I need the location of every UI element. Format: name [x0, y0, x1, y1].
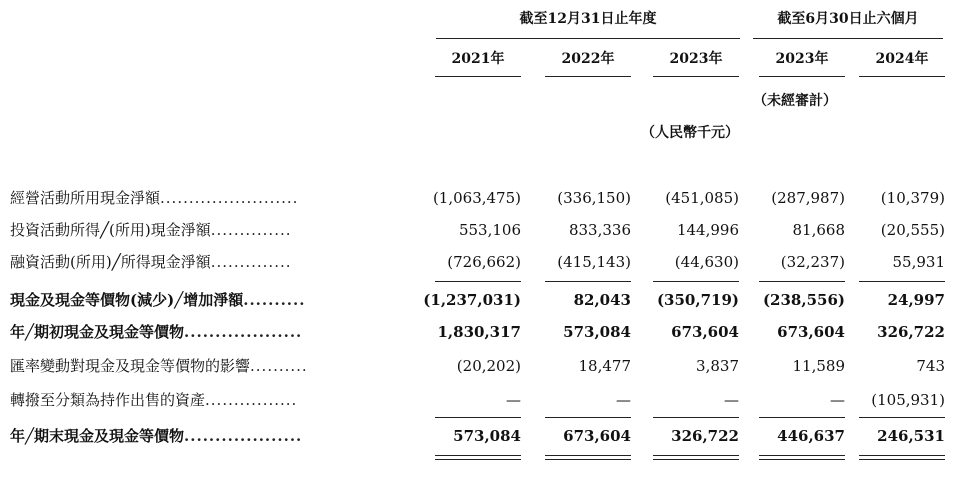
- cell-value: 82,043: [573, 291, 631, 309]
- subtotal-rule: [435, 281, 521, 282]
- year-header-rule-4: [759, 76, 845, 77]
- pre-total-rule: [545, 417, 631, 418]
- cell-value: (726,662): [447, 253, 521, 271]
- cell-value: 833,336: [568, 221, 631, 239]
- cell-value: 1,830,317: [437, 323, 521, 341]
- cell-value: 81,668: [792, 221, 845, 239]
- subtotal-rule: [653, 281, 739, 282]
- year-header-1: 2021年: [451, 51, 505, 67]
- unaudited-note: （未經審計）: [753, 93, 837, 109]
- pre-total-rule: [759, 417, 845, 418]
- dot-leader: ................: [205, 391, 298, 409]
- cell-value: 326,722: [671, 427, 739, 445]
- row-label: [10, 356, 308, 376]
- cell-value: 24,997: [887, 291, 945, 309]
- total-double-rule: [759, 455, 845, 456]
- subtotal-rule: [859, 281, 945, 282]
- cell-value: 553,106: [458, 221, 521, 239]
- cell-value: (32,237): [780, 253, 845, 271]
- total-double-rule: [435, 459, 521, 460]
- cell-value: (238,556): [762, 291, 845, 309]
- subtotal-rule: [545, 281, 631, 282]
- row-label: [10, 252, 292, 272]
- cell-value: (44,630): [674, 253, 739, 271]
- cell-value: 326,722: [877, 323, 945, 341]
- cell-value: 573,084: [453, 427, 521, 445]
- dot-leader: ...................: [184, 323, 303, 341]
- row-label: [10, 390, 297, 410]
- year-header-rule-2: [545, 76, 631, 77]
- header-group-year-rule: [436, 38, 740, 39]
- cell-value: 673,604: [563, 427, 631, 445]
- total-double-rule: [545, 455, 631, 456]
- row-label: [10, 426, 302, 446]
- cell-value: 11,589: [792, 357, 845, 375]
- total-double-rule: [545, 459, 631, 460]
- row-label: [10, 220, 292, 240]
- row-label: [10, 188, 298, 208]
- year-header-2: 2022年: [561, 51, 615, 67]
- year-header-5: 2024年: [875, 51, 929, 67]
- header-group-half-rule: [753, 38, 943, 39]
- row-label: [10, 290, 305, 310]
- dot-leader: ..............: [210, 253, 292, 271]
- cell-value: (415,143): [557, 253, 631, 271]
- total-double-rule: [859, 459, 945, 460]
- currency-note: （人民幣千元）: [641, 125, 739, 141]
- dot-leader: ..............: [210, 221, 292, 239]
- year-header-rule-3: [653, 76, 739, 77]
- cell-value: (105,931): [871, 391, 945, 409]
- year-header-rule-1: [435, 76, 521, 77]
- total-double-rule: [759, 459, 845, 460]
- cell-value: 673,604: [777, 323, 845, 341]
- total-double-rule: [435, 455, 521, 456]
- cell-value: 18,477: [578, 357, 631, 375]
- year-header-4: 2023年: [775, 51, 829, 67]
- cell-value: 446,637: [777, 427, 845, 445]
- cell-value: (336,150): [557, 189, 631, 207]
- total-double-rule: [859, 455, 945, 456]
- year-header-3: 2023年: [669, 51, 723, 67]
- cell-value: 144,996: [676, 221, 739, 239]
- row-label-text: 經營活動所用現金淨額: [10, 189, 161, 207]
- cell-value: —: [616, 391, 631, 409]
- row-label: [10, 322, 302, 342]
- cell-value: (20,555): [880, 221, 945, 239]
- cell-value: 3,837: [696, 357, 739, 375]
- row-label-text: 融資活動(所用)╱所得現金淨額: [10, 253, 211, 271]
- subtotal-rule: [759, 281, 845, 282]
- cell-value: —: [506, 391, 521, 409]
- cell-value: (350,719): [656, 291, 739, 309]
- pre-total-rule: [653, 417, 739, 418]
- dot-leader: ..........: [250, 357, 308, 375]
- row-label-text: 年╱期末現金及現金等價物: [10, 427, 185, 445]
- header-group-year: 截至12月31日止年度: [519, 11, 657, 27]
- cell-value: 246,531: [877, 427, 945, 445]
- cell-value: (287,987): [771, 189, 845, 207]
- row-label-text: 轉撥至分類為持作出售的資產: [10, 391, 206, 409]
- cell-value: —: [830, 391, 845, 409]
- cell-value: 55,931: [892, 253, 945, 271]
- cell-value: (1,237,031): [423, 291, 521, 309]
- cell-value: 573,084: [563, 323, 631, 341]
- row-label-text: 年╱期初現金及現金等價物: [10, 323, 185, 341]
- cell-value: —: [724, 391, 739, 409]
- dot-leader: ...................: [184, 427, 303, 445]
- cell-value: 673,604: [671, 323, 739, 341]
- cell-value: (1,063,475): [432, 189, 521, 207]
- dot-leader: ..........: [243, 291, 306, 309]
- dot-leader: ........................: [160, 189, 299, 207]
- row-label-text: 投資活動所得╱(所用)現金淨額: [10, 221, 211, 239]
- row-label-text: 匯率變動對現金及現金等價物的影響: [10, 357, 251, 375]
- header-group-half: 截至6月30日止六個月: [777, 11, 919, 27]
- total-double-rule: [653, 459, 739, 460]
- cell-value: (451,085): [665, 189, 739, 207]
- cell-value: (10,379): [880, 189, 945, 207]
- total-double-rule: [653, 455, 739, 456]
- cell-value: (20,202): [456, 357, 521, 375]
- pre-total-rule: [435, 417, 521, 418]
- cell-value: 743: [916, 357, 945, 375]
- row-label-text: 現金及現金等價物(減少)╱增加淨額: [10, 291, 244, 309]
- year-header-rule-5: [859, 76, 945, 77]
- pre-total-rule: [859, 417, 945, 418]
